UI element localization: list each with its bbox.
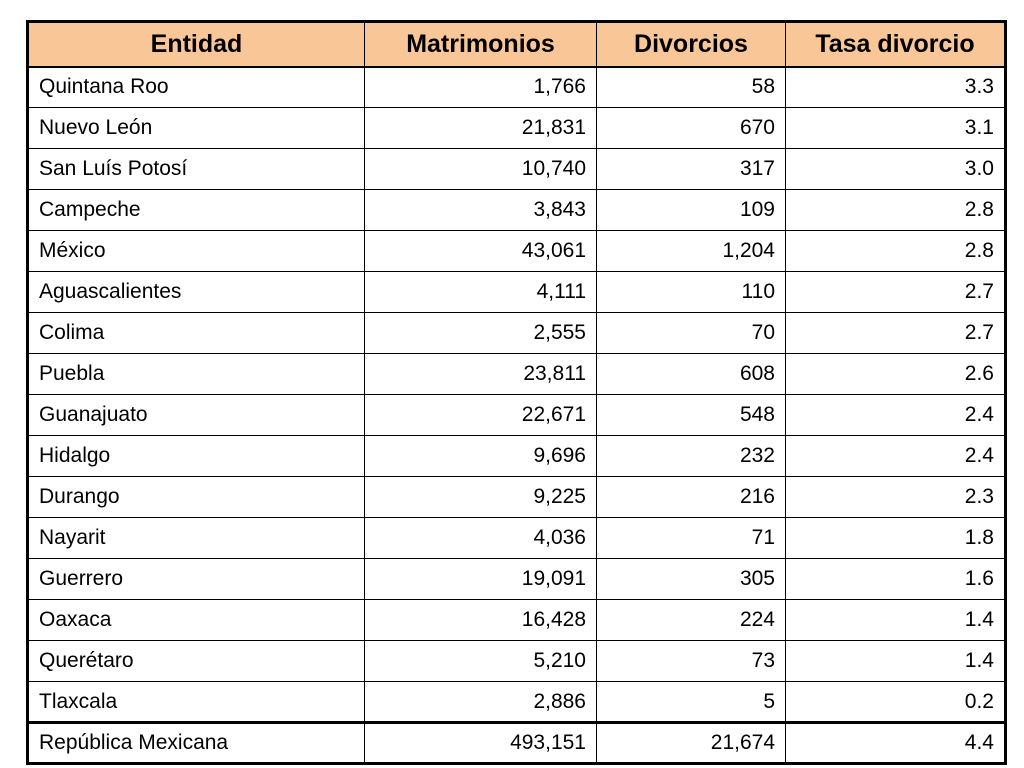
cell-divorce-rate: 2.4: [786, 436, 1006, 477]
column-header-marriages: Matrimonios: [365, 22, 597, 67]
cell-marriages: 3,843: [365, 190, 597, 231]
cell-marriages: 4,111: [365, 272, 597, 313]
cell-divorces: 70: [597, 313, 786, 354]
cell-divorce-rate: 2.3: [786, 477, 1006, 518]
cell-divorces: 216: [597, 477, 786, 518]
cell-divorce-rate: 2.4: [786, 395, 1006, 436]
cell-entity: Tlaxcala: [28, 682, 365, 723]
cell-entity: Puebla: [28, 354, 365, 395]
cell-divorces: 110: [597, 272, 786, 313]
table-row: [28, 313, 1006, 354]
cell-entity: Colima: [28, 313, 365, 354]
table-row: [28, 436, 1006, 477]
cell-divorce-rate: 1.8: [786, 518, 1006, 559]
total-row: [28, 723, 1006, 764]
cell-divorces: 109: [597, 190, 786, 231]
cell-marriages: 2,886: [365, 682, 597, 723]
table-row: [28, 190, 1006, 231]
cell-marriages: 2,555: [365, 313, 597, 354]
cell-entity: Guerrero: [28, 559, 365, 600]
cell-entity: San Luís Potosí: [28, 149, 365, 190]
cell-divorces: 5: [597, 682, 786, 723]
cell-marriages: 5,210: [365, 641, 597, 682]
cell-entity: Nuevo León: [28, 108, 365, 149]
cell-divorces: 608: [597, 354, 786, 395]
total-cell-divorces: 21,674: [597, 723, 786, 764]
total-cell-divorce-rate: 4.4: [786, 723, 1006, 764]
cell-entity: Hidalgo: [28, 436, 365, 477]
cell-marriages: 9,225: [365, 477, 597, 518]
cell-divorces: 670: [597, 108, 786, 149]
cell-marriages: 23,811: [365, 354, 597, 395]
table-row: [28, 477, 1006, 518]
cell-divorce-rate: 2.7: [786, 313, 1006, 354]
cell-entity: Durango: [28, 477, 365, 518]
table-row: [28, 395, 1006, 436]
cell-divorces: 224: [597, 600, 786, 641]
table-row: [28, 682, 1006, 723]
cell-divorces: 232: [597, 436, 786, 477]
cell-marriages: 21,831: [365, 108, 597, 149]
cell-divorces: 305: [597, 559, 786, 600]
cell-divorce-rate: 2.8: [786, 231, 1006, 272]
cell-marriages: 16,428: [365, 600, 597, 641]
table-footer: [28, 723, 1006, 764]
column-header-divorce-rate: Tasa divorcio: [786, 22, 1006, 67]
cell-entity: México: [28, 231, 365, 272]
cell-marriages: 22,671: [365, 395, 597, 436]
cell-entity: Quintana Roo: [28, 67, 365, 108]
table-row: [28, 641, 1006, 682]
table-row: [28, 354, 1006, 395]
table-row: [28, 231, 1006, 272]
cell-divorce-rate: 3.1: [786, 108, 1006, 149]
cell-divorce-rate: 2.6: [786, 354, 1006, 395]
cell-divorces: 73: [597, 641, 786, 682]
cell-marriages: 43,061: [365, 231, 597, 272]
cell-divorce-rate: 0.2: [786, 682, 1006, 723]
table-row: [28, 600, 1006, 641]
cell-entity: Oaxaca: [28, 600, 365, 641]
cell-divorce-rate: 2.8: [786, 190, 1006, 231]
cell-marriages: 19,091: [365, 559, 597, 600]
table-row: [28, 272, 1006, 313]
table-row: [28, 108, 1006, 149]
cell-entity: Campeche: [28, 190, 365, 231]
cell-divorces: 317: [597, 149, 786, 190]
cell-divorces: 548: [597, 395, 786, 436]
table-row: [28, 149, 1006, 190]
cell-marriages: 1,766: [365, 67, 597, 108]
column-header-entity: Entidad: [28, 22, 365, 67]
cell-divorces: 1,204: [597, 231, 786, 272]
cell-divorce-rate: 3.3: [786, 67, 1006, 108]
table-row: [28, 559, 1006, 600]
cell-divorce-rate: 1.4: [786, 641, 1006, 682]
cell-divorces: 58: [597, 67, 786, 108]
divorce-rate-table: [26, 20, 1007, 765]
cell-divorce-rate: 3.0: [786, 149, 1006, 190]
cell-entity: Guanajuato: [28, 395, 365, 436]
table-header: [28, 22, 1006, 67]
cell-divorce-rate: 1.4: [786, 600, 1006, 641]
cell-divorce-rate: 2.7: [786, 272, 1006, 313]
cell-marriages: 4,036: [365, 518, 597, 559]
table-body: [28, 67, 1006, 723]
cell-marriages: 9,696: [365, 436, 597, 477]
total-cell-marriages: 493,151: [365, 723, 597, 764]
total-cell-entity: República Mexicana: [28, 723, 365, 764]
cell-divorce-rate: 1.6: [786, 559, 1006, 600]
cell-marriages: 10,740: [365, 149, 597, 190]
cell-entity: Aguascalientes: [28, 272, 365, 313]
header-row: [28, 22, 1006, 67]
cell-entity: Querétaro: [28, 641, 365, 682]
table-row: [28, 518, 1006, 559]
table-row: [28, 67, 1006, 108]
cell-entity: Nayarit: [28, 518, 365, 559]
cell-divorces: 71: [597, 518, 786, 559]
column-header-divorces: Divorcios: [597, 22, 786, 67]
